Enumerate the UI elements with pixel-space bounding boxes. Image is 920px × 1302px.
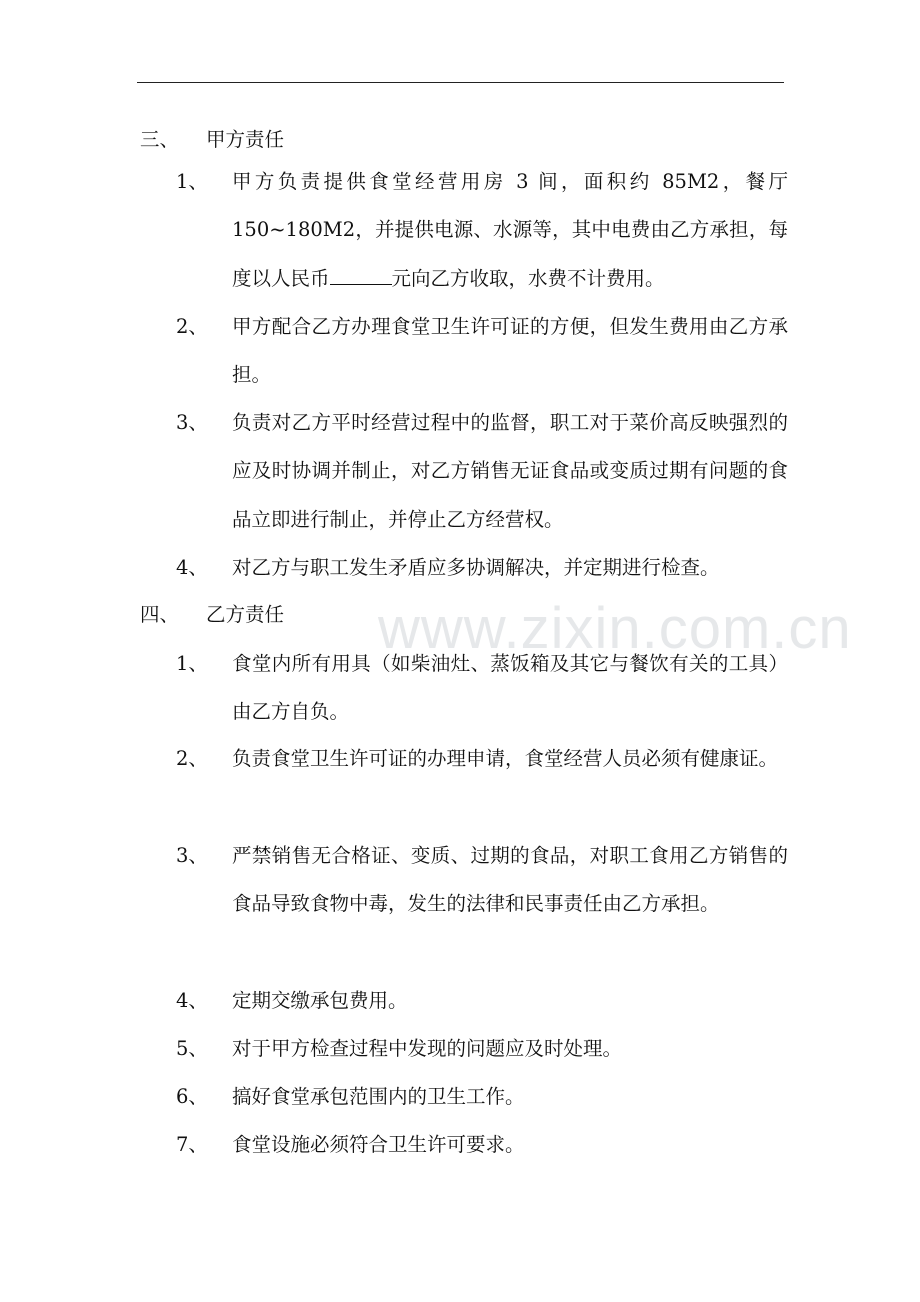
section-heading-4	[140, 601, 284, 629]
item-text: 甲方负责提供食堂经营用房 3 间，面积约 85M2，餐厅150~180M2，并提供电源、水源等，其中电费由乙方承担，每度以人民币 元向乙方收取，水费不计费用。	[232, 170, 788, 290]
item-number: 2、	[176, 315, 208, 338]
list-item	[176, 313, 796, 400]
item-number: 4、	[176, 556, 208, 579]
list-item	[176, 168, 796, 303]
item-number: 6、	[176, 1085, 208, 1108]
watermark: www.zixin.com.cn	[378, 596, 852, 661]
item-text: 对乙方与职工发生矛盾应多协调解决，并定期进行检查。	[232, 556, 720, 579]
section-title: 甲方责任	[206, 128, 285, 151]
item-number: 1、	[176, 652, 208, 675]
item-text: 严禁销售无合格证、变质、过期的食品，对职工食用乙方销售的食品导致食物中毒，发生的法律和民事责任由乙方承担。	[232, 844, 788, 916]
list-item	[176, 650, 796, 737]
item-text: 负责食堂卫生许可证的办理申请，食堂经营人员必须有健康证。	[232, 747, 779, 770]
section-title: 乙方责任	[206, 603, 285, 626]
item-text: 搞好食堂承包范围内的卫生工作。	[232, 1085, 525, 1108]
item-number: 4、	[176, 989, 208, 1012]
item-text: 对于甲方检查过程中发现的问题应及时处理。	[232, 1037, 623, 1060]
item-text: 食堂设施必须符合卫生许可要求。	[232, 1133, 525, 1156]
item-number: 5、	[176, 1037, 208, 1060]
item-number: 7、	[176, 1133, 208, 1156]
section-number: 三、	[140, 128, 180, 151]
item-number: 3、	[176, 844, 208, 867]
item-number: 1、	[176, 170, 208, 193]
item-text: 定期交缴承包费用。	[232, 989, 408, 1012]
item-text: 食堂内所有用具（如柴油灶、蒸饭箱及其它与餐饮有关的工具）由乙方自负。	[232, 652, 788, 724]
list-item	[176, 1131, 796, 1169]
section-number: 四、	[140, 603, 180, 626]
list-item	[176, 1083, 796, 1121]
item-text: 甲方配合乙方办理食堂卫生许可证的方便，但发生费用由乙方承担。	[232, 315, 788, 387]
item-number: 2、	[176, 747, 208, 770]
list-item	[176, 1035, 796, 1073]
header-rule	[137, 82, 784, 83]
list-item	[176, 987, 796, 1025]
list-item	[176, 745, 796, 783]
item-number: 3、	[176, 411, 208, 434]
fill-in-blank	[330, 266, 392, 285]
list-item	[176, 554, 796, 592]
list-item	[176, 842, 796, 929]
list-item	[176, 409, 796, 544]
item-text: 负责对乙方平时经营过程中的监督，职工对于菜价高反映强烈的应及时协调并制止，对乙方销售无证食品或变质过期有问题的食品立即进行制止，并停止乙方经营权。	[232, 411, 788, 531]
section-heading-3	[140, 126, 284, 154]
